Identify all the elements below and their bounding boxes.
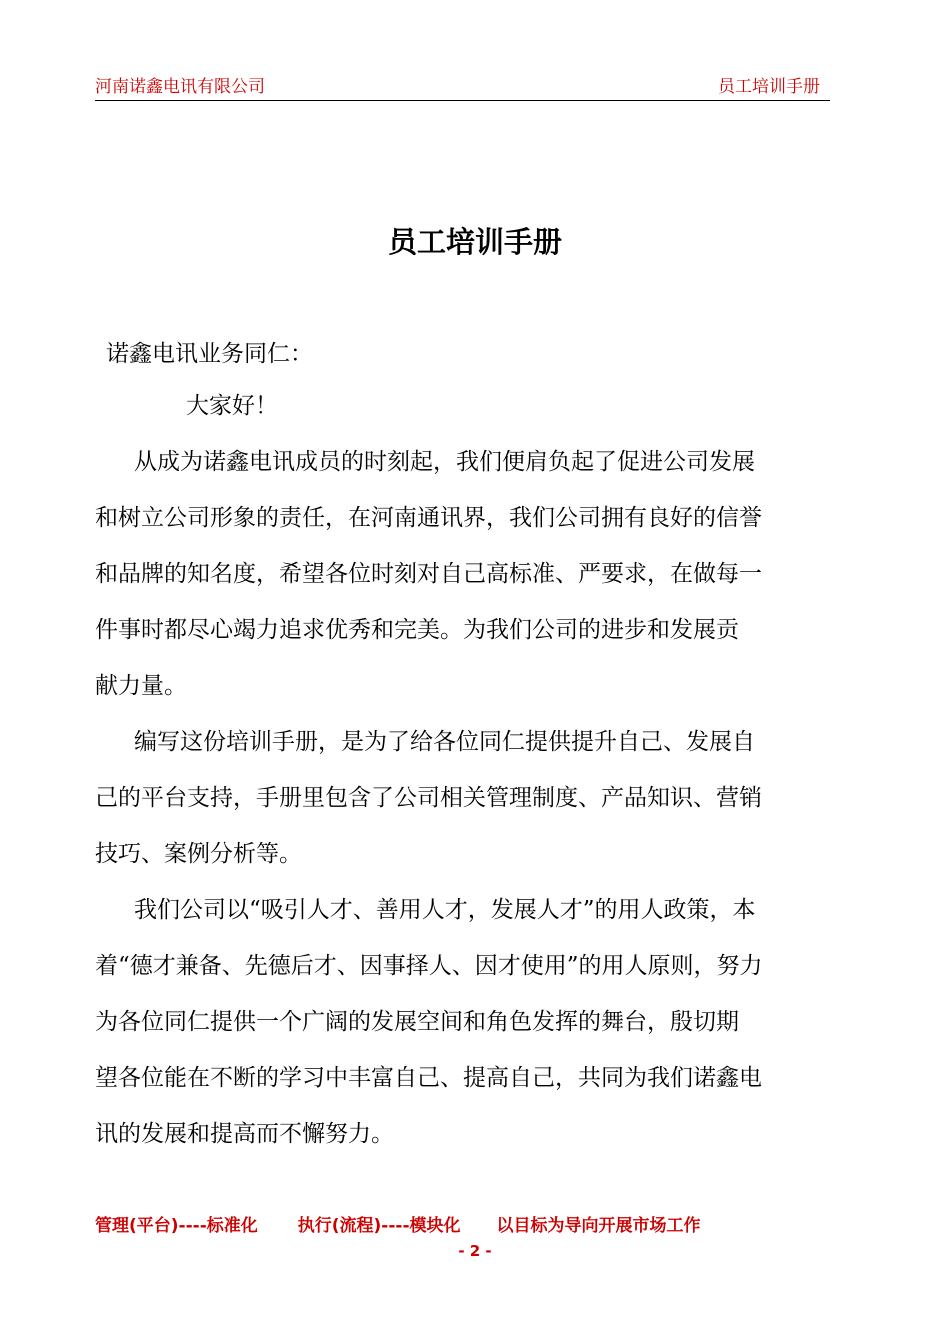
paragraph-1-line-2: 和树立公司形象的责任，在河南通讯界，我们公司拥有良好的信誉 [95,505,762,531]
paragraph-3-line-5: 讯的发展和提高而不懈努力。 [95,1121,394,1147]
footer-slogan-execution: 执行(流程)----模块化 [297,1216,461,1236]
salutation: 诺鑫电讯业务同仁： [106,341,313,367]
paragraph-1-line-3: 和品牌的知名度，希望各位时刻对自己高标准、严要求，在做每一 [95,561,762,587]
paragraph-1-line-5: 献力量。 [95,673,187,699]
paragraph-2-line-2: 己的平台支持，手册里包含了公司相关管理制度、产品知识、营销 [95,785,762,811]
footer-slogan-management: 管理(平台)----标准化 [95,1216,258,1236]
header-company-name: 河南诺鑫电讯有限公司 [95,77,265,97]
paragraph-1-line-4: 件事时都尽心竭力追求优秀和完美。为我们公司的进步和发展贡 [95,617,739,643]
document-title: 员工培训手册 [387,225,562,259]
paragraph-3-line-2: 着“德才兼备、先德后才、因事择人、因才使用”的用人原则，努力 [95,953,763,979]
footer-slogan-market: 以目标为导向开展市场工作 [496,1216,701,1236]
paragraph-1-line-1: 从成为诺鑫电讯成员的时刻起，我们便肩负起了促进公司发展 [134,449,755,475]
page-number: - 2 - [458,1242,492,1260]
header-document-title: 员工培训手册 [718,77,820,97]
paragraph-3-line-1: 我们公司以“吸引人才、善用人才，发展人才”的用人政策，本 [134,897,756,923]
footer-slogan [95,1215,701,1237]
greeting: 大家好！ [186,393,278,419]
paragraph-2-line-1: 编写这份培训手册，是为了给各位同仁提供提升自己、发展自 [134,729,755,755]
page-header [95,76,830,101]
paragraph-3-line-4: 望各位能在不断的学习中丰富自己、提高自己，共同为我们诺鑫电 [95,1065,762,1091]
paragraph-3-line-3: 为各位同仁提供一个广阔的发展空间和角色发挥的舞台，殷切期 [95,1009,739,1035]
paragraph-2-line-3: 技巧、案例分析等。 [95,841,302,867]
